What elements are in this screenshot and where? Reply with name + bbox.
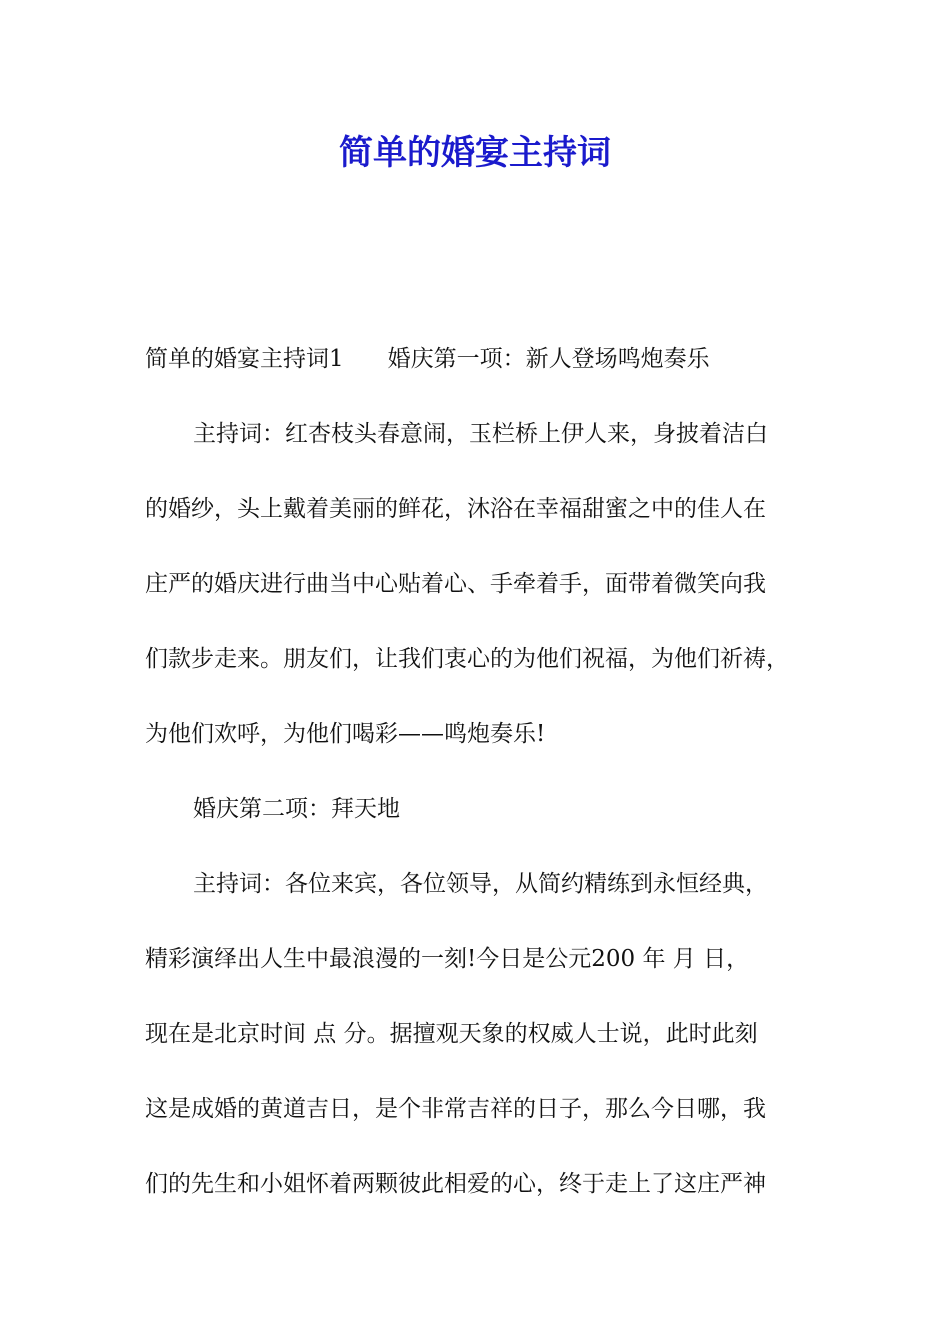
heading-label: 简单的婚宴主持词1 [145, 346, 344, 372]
paragraph-line: 庄严的婚庆进行曲当中心贴着心、手牵着手，面带着微笑向我 [145, 571, 766, 597]
paragraph-line: 精彩演绎出人生中最浪漫的一刻!今日是公元200 年 月 日， [145, 946, 750, 972]
paragraph-line: 们的先生和小姐怀着两颗彼此相爱的心，终于走上了这庄严神 [145, 1171, 766, 1197]
paragraph-line: 们款步走来。朋友们，让我们衷心的为他们祝福，为他们祈祷， [145, 646, 789, 672]
paragraph-line: 婚庆第二项：拜天地 [193, 796, 400, 822]
heading-item: 婚庆第一项：新人登场鸣炮奏乐 [387, 346, 710, 372]
section-heading [145, 341, 835, 377]
paragraph-line: 的婚纱，头上戴着美丽的鲜花，沐浴在幸福甜蜜之中的佳人在 [145, 496, 766, 522]
paragraph-line: 这是成婚的黄道吉日，是个非常吉祥的日子，那么今日哪，我 [145, 1096, 766, 1122]
paragraph-line: 为他们欢呼，为他们喝彩——鸣炮奏乐! [145, 721, 546, 747]
paragraph-line: 主持词：各位来宾，各位领导，从简约精练到永恒经典， [193, 871, 768, 897]
document-title: 简单的婚宴主持词 [339, 133, 611, 173]
paragraph-line: 主持词：红杏枝头春意闹，玉栏桥上伊人来，身披着洁白 [193, 421, 768, 447]
paragraph-line: 现在是北京时间 点 分。据擅观天象的权威人士说，此时此刻 [145, 1021, 758, 1047]
